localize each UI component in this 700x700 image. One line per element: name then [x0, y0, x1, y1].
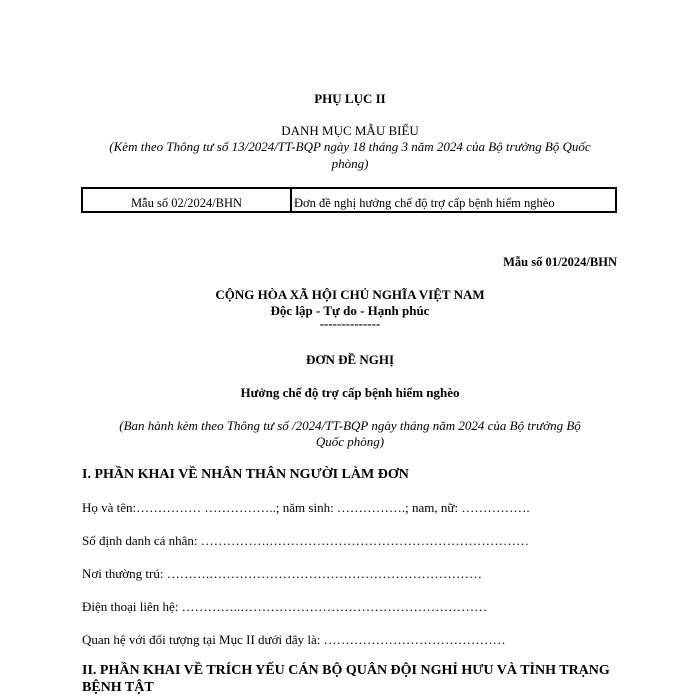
form-code-cell: Mẫu số 02/2024/BHN — [82, 188, 291, 212]
form-name-cell: Đơn đề nghị hưởng chế độ trợ cấp bệnh hiểm nghèo — [291, 188, 616, 212]
residence-field: Nơi thường trú: ……….……………………………………………………… — [82, 566, 482, 581]
list-title: DANH MỤC MẪU BIỂU — [281, 123, 419, 138]
attachment-note-line2: phòng) — [331, 156, 369, 171]
section1-heading: I. PHẦN KHAI VỀ NHÂN THÂN NGƯỜI LÀM ĐƠN — [82, 467, 409, 482]
document-subtitle: Hưởng chế độ trợ cấp bệnh hiểm nghèo — [240, 385, 460, 400]
motto-divider: -------------- — [319, 316, 381, 331]
section2-heading-line1: II. PHẦN KHAI VỀ TRÍCH YẾU CÁN BỘ QUÂN ĐỘI NGHỈ HƯU VÀ TÌNH TRẠNG — [82, 663, 610, 678]
attachment-note-line1: (Kèm theo Thông tư số 13/2024/TT-BQP ngày 18 tháng 3 năm 2024 của Bộ trưởng Bộ Quốc — [109, 139, 591, 154]
issued-note-line2: Quốc phòng) — [315, 434, 385, 449]
personal-id-field: Số định danh cá nhân: …………….…………………………………………………… — [82, 533, 530, 548]
national-slogan: Độc lập - Tự do - Hạnh phúc — [270, 303, 430, 318]
phone-field: Điện thoại liên hệ: …………..………………………………………………… — [82, 599, 488, 614]
country-name: CỘNG HÒA XÃ HỘI CHỦ NGHĨA VIỆT NAM — [215, 287, 485, 302]
appendix-title: PHỤ LỤC II — [314, 91, 386, 106]
table-row — [82, 188, 616, 212]
full-name-field: Họ và tên:…………… ……………..; năm sinh: …………….; nam, nữ: ……………. — [82, 500, 530, 515]
issued-note-line1: (Ban hành kèm theo Thông tư số /2024/TT-BQP ngày tháng năm 2024 của Bộ trưởng Bộ — [119, 418, 581, 433]
form-list-table — [81, 187, 617, 213]
section2-heading-line2: BỆNH TẬT — [82, 680, 154, 695]
form-code-label: Mẫu số 01/2024/BHN — [503, 255, 617, 269]
relationship-field: Quan hệ với đối tượng tại Mục II dưới đây là: …………………………………… — [82, 632, 506, 647]
document-title: ĐƠN ĐỀ NGHỊ — [305, 352, 395, 367]
